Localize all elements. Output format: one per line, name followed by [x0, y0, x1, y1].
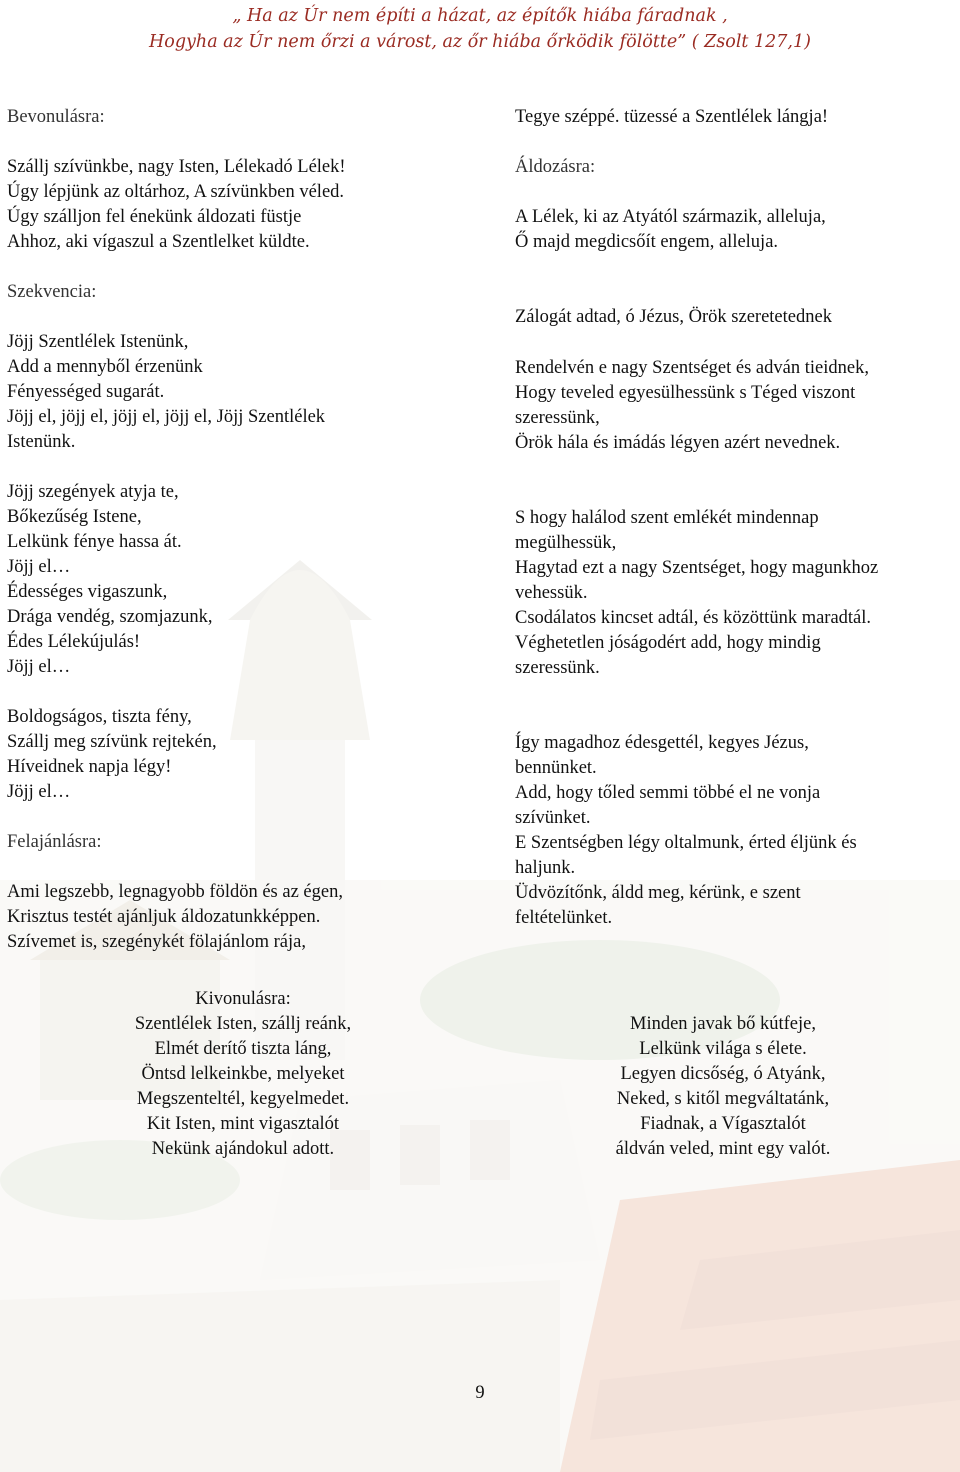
header-line-1: „ Ha az Úr nem építi a házat, az építők hiába fáradnak ,	[232, 6, 728, 26]
szekvencia-line: Fényességed sugarát.	[7, 382, 165, 402]
page-number: 9	[475, 1383, 485, 1403]
hymn-line: haljunk.	[515, 858, 576, 878]
szekvencia-line: Drága vendég, szomjazunk,	[7, 607, 213, 627]
szekvencia-line: Jöjj Szentlélek Istenünk,	[7, 332, 189, 352]
felajanlas-label: Felajánlásra:	[7, 832, 102, 852]
szekvencia-label: Szekvencia:	[7, 282, 97, 302]
bevonulas-line: Úgy szálljon fel énekünk áldozati füstje	[7, 207, 302, 227]
felajanlas-end: Tegye széppé. tüzessé a Szentlélek lángja!	[515, 107, 829, 127]
szekvencia-line: Jöjj el…	[7, 657, 71, 677]
kivonulas-line: Lelkünk világa s élete.	[639, 1039, 807, 1059]
kivonulas-line: Neked, s kitől megváltatánk,	[616, 1089, 830, 1109]
szekvencia-line: Jöjj szegények atyja te,	[7, 482, 179, 502]
aldozas-line: A Lélek, ki az Atyától származik, alleluja,	[515, 207, 826, 227]
szekvencia-line: Jöjj el…	[7, 557, 71, 577]
right-column	[515, 105, 955, 931]
hymn-line: Rendelvén e nagy Szentséget és adván tieidnek,	[515, 358, 869, 378]
hymn-line: Add, hogy tőled semmi többé el ne vonja	[515, 783, 821, 803]
szekvencia-line: Add a mennyből érzenünk	[7, 357, 203, 377]
bevonulas-line: Szállj szívünkbe, nagy Isten, Lélekadó Lélek!	[7, 157, 346, 177]
hymn-line: Hagytad ezt a nagy Szentséget, hogy magunkhoz	[515, 558, 879, 578]
szekvencia-line: Híveidnek napja légy!	[7, 757, 172, 777]
szekvencia-line: Bőkezűség Istene,	[7, 507, 142, 527]
hymn-line: szeressünk,	[515, 408, 600, 428]
felajanlas-line: Ami legszebb, legnagyobb földön és az égen,	[7, 882, 343, 902]
hymn-line: bennünket.	[515, 758, 597, 778]
kivonulas-right	[486, 1012, 960, 1162]
hymn-title: Zálogát adtad, ó Jézus, Örök szeretetednek	[515, 307, 832, 327]
szekvencia-line: Jöjj el…	[7, 782, 71, 802]
kivonulas-label: Kivonulásra:	[195, 989, 291, 1009]
hymn-line: Véghetetlen jóságodért add, hogy mindig	[515, 633, 821, 653]
kivonulas-line: Legyen dicsőség, ó Atyánk,	[620, 1064, 826, 1084]
header-line-2: Hogyha az Úr nem őrzi a várost, az őr hiába őrködik fölötte” ( Zsolt 127,1)	[149, 32, 811, 52]
hymn-line: feltételünket.	[515, 908, 613, 928]
szekvencia-line: Szállj meg szívünk rejtekén,	[7, 732, 217, 752]
kivonulas-line: Megszenteltél, kegyelmedet.	[136, 1089, 350, 1109]
felajanlas-line: Krisztus testét ajánljuk áldozatunkképpen.	[7, 907, 321, 927]
hymn-line: Üdvözítőnk, áldd meg, kérünk, e szent	[515, 883, 801, 903]
left-column	[7, 105, 477, 955]
kivonulas-left	[0, 987, 486, 1162]
kivonulas-line: Szentlélek Isten, szállj reánk,	[134, 1014, 352, 1034]
hymn-line: S hogy halálod szent emlékét mindennap	[515, 508, 819, 528]
szekvencia-line: Édes Lélekújulás!	[7, 632, 141, 652]
szekvencia-line: Édességes vigaszunk,	[7, 582, 168, 602]
szekvencia-line: Jöjj el, jöjj el, jöjj el, jöjj el, Jöjj Szentlélek	[7, 407, 326, 427]
szekvencia-line: Boldogságos, tiszta fény,	[7, 707, 192, 727]
bevonulas-line: Úgy lépjünk az oltárhoz, A szívünkben véled.	[7, 182, 345, 202]
bevonulas-label: Bevonulásra:	[7, 107, 105, 127]
hymn-line: E Szentségben légy oltalmunk, érted éljünk és	[515, 833, 857, 853]
hymn-line: megülhessük,	[515, 533, 617, 553]
bevonulas-line: Ahhoz, aki vígaszul a Szentlelket küldte.	[7, 232, 310, 252]
hymn-line: Örök hála és imádás légyen azért nevednek.	[515, 433, 841, 453]
hymn-line: Hogy teveled egyesülhessünk s Téged viszont	[515, 383, 856, 403]
kivonulas-line: Öntsd lelkeinkbe, melyeket	[141, 1064, 345, 1084]
hymn-line: Így magadhoz édesgettél, kegyes Jézus,	[515, 733, 809, 753]
kivonulas-line: Kit Isten, mint vigasztalót	[146, 1114, 340, 1134]
kivonulas-line: Elmét derítő tiszta láng,	[154, 1039, 332, 1059]
kivonulas-line: Minden javak bő kútfeje,	[630, 1014, 816, 1034]
hymn-line: vehessük.	[515, 583, 588, 603]
szekvencia-line: Lelkünk fénye hassa át.	[7, 532, 182, 552]
szekvencia-line: Istenünk.	[7, 432, 76, 452]
aldozas-label: Áldozásra:	[515, 157, 596, 177]
hymn-line: szívünket.	[515, 808, 591, 828]
hymn-line: szeressünk.	[515, 658, 600, 678]
felajanlas-line: Szívemet is, szegénykét fölajánlom rája,	[7, 932, 306, 952]
aldozas-line: Ő majd megdicsőít engem, alleluja.	[515, 232, 779, 252]
kivonulas-line: Fiadnak, a Vígasztalót	[640, 1114, 806, 1134]
kivonulas-line: Nekünk ajándokul adott.	[151, 1139, 335, 1159]
hymn-line: Csodálatos kincset adtál, és közöttünk maradtál.	[515, 608, 872, 628]
kivonulas-line: áldván veled, mint egy valót.	[615, 1139, 831, 1159]
